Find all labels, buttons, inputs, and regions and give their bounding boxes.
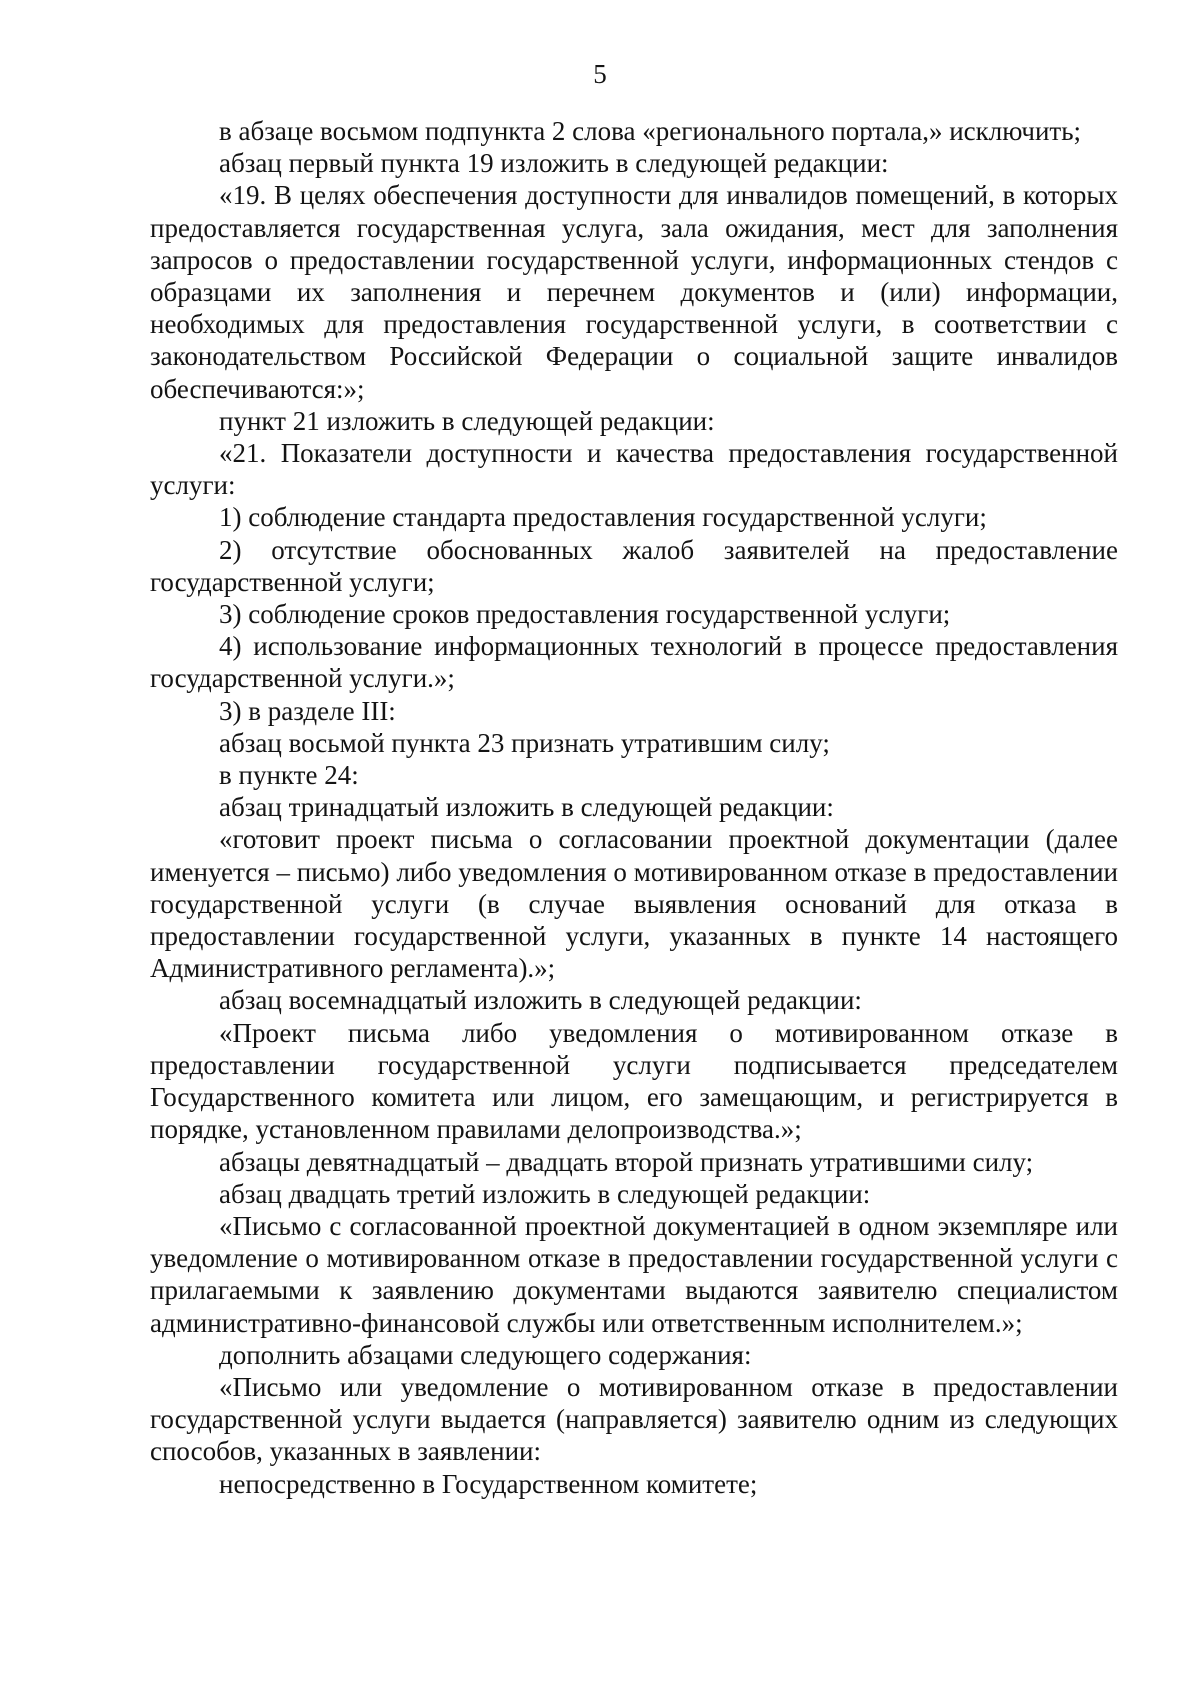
- page-number: 5: [593, 59, 607, 89]
- paragraph: в пункте 24:: [219, 760, 359, 791]
- paragraph: абзац первый пункта 19 изложить в следующей редакции:: [219, 148, 889, 179]
- paragraph: абзацы девятнадцатый – двадцать второй признать утратившими силу;: [219, 1146, 1034, 1177]
- paragraph: в абзаце восьмом подпункта 2 слова «регионального портала,» исключить;: [219, 116, 1082, 146]
- paragraph: дополнить абзацами следующего содержания:: [219, 1339, 752, 1370]
- paragraph: 4) использование информационных технологий в процессе предоставления государственной услуги.»;: [150, 631, 1118, 694]
- paragraph: абзац восемнадцатый изложить в следующей редакции:: [219, 985, 862, 1016]
- paragraph: «Проект письма либо уведомления о мотивированном отказе в предоставлении государственной услуги подписывается председателем Государственного комитета или лицом, его замещающим, и регистрируется в порядке, установленном правилами делопроизводства.»;: [150, 1017, 1118, 1145]
- paragraph: абзац восьмой пункта 23 признать утратившим силу;: [219, 727, 830, 758]
- paragraph: 2) отсутствие обоснованных жалоб заявителей на предоставление государственной услуги;: [150, 534, 1118, 597]
- paragraph: 3) соблюдение сроков предоставления государственной услуги;: [219, 599, 951, 630]
- paragraph: «Письмо или уведомление о мотивированном отказе в предоставлении государственной услуги выдается (направляется) заявителю одним из следующих способов, указанных в заявлении:: [150, 1371, 1118, 1467]
- paragraph: абзац тринадцатый изложить в следующей редакции:: [219, 792, 834, 823]
- paragraph: абзац двадцать третий изложить в следующей редакции:: [219, 1178, 871, 1209]
- paragraph: 1) соблюдение стандарта предоставления государственной услуги;: [219, 502, 987, 533]
- paragraph: «готовит проект письма о согласовании проектной документации (далее именуется – письмо) либо уведомления о мотивированном отказе в предоставлении государственной услуги (в случае выявления оснований для отказа в предоставлении государственной услуги, указанных в пункте 14 настоящего Административного регламента).»;: [150, 824, 1118, 984]
- paragraph: пункт 21 изложить в следующей редакции:: [219, 405, 715, 436]
- paragraph: 3) в разделе III:: [219, 695, 396, 726]
- paragraph: «21. Показатели доступности и качества предоставления государственной услуги:: [150, 438, 1118, 501]
- paragraph: «Письмо с согласованной проектной документацией в одном экземпляре или уведомление о мотивированном отказе в предоставлении государственной услуги с прилагаемыми к заявлению документами выдаются заявителю специалистом административно-финансовой службы или ответственным исполнителем.»;: [150, 1210, 1118, 1338]
- paragraph: «19. В целях обеспечения доступности для инвалидов помещений, в которых предоставляется государственная услуга, зала ожидания, мест для заполнения запросов о предоставлении государственной услуги, информационных стендов с образцами их заполнения и перечнем документов и (или) информации, необходимых для предоставления государственной услуги, в соответствии с законодательством Российской Федерации о социальной защите инвалидов обеспечиваются:»;: [150, 180, 1118, 404]
- paragraph: непосредственно в Государственном комитете;: [219, 1468, 758, 1499]
- document-body: [150, 115, 1118, 1500]
